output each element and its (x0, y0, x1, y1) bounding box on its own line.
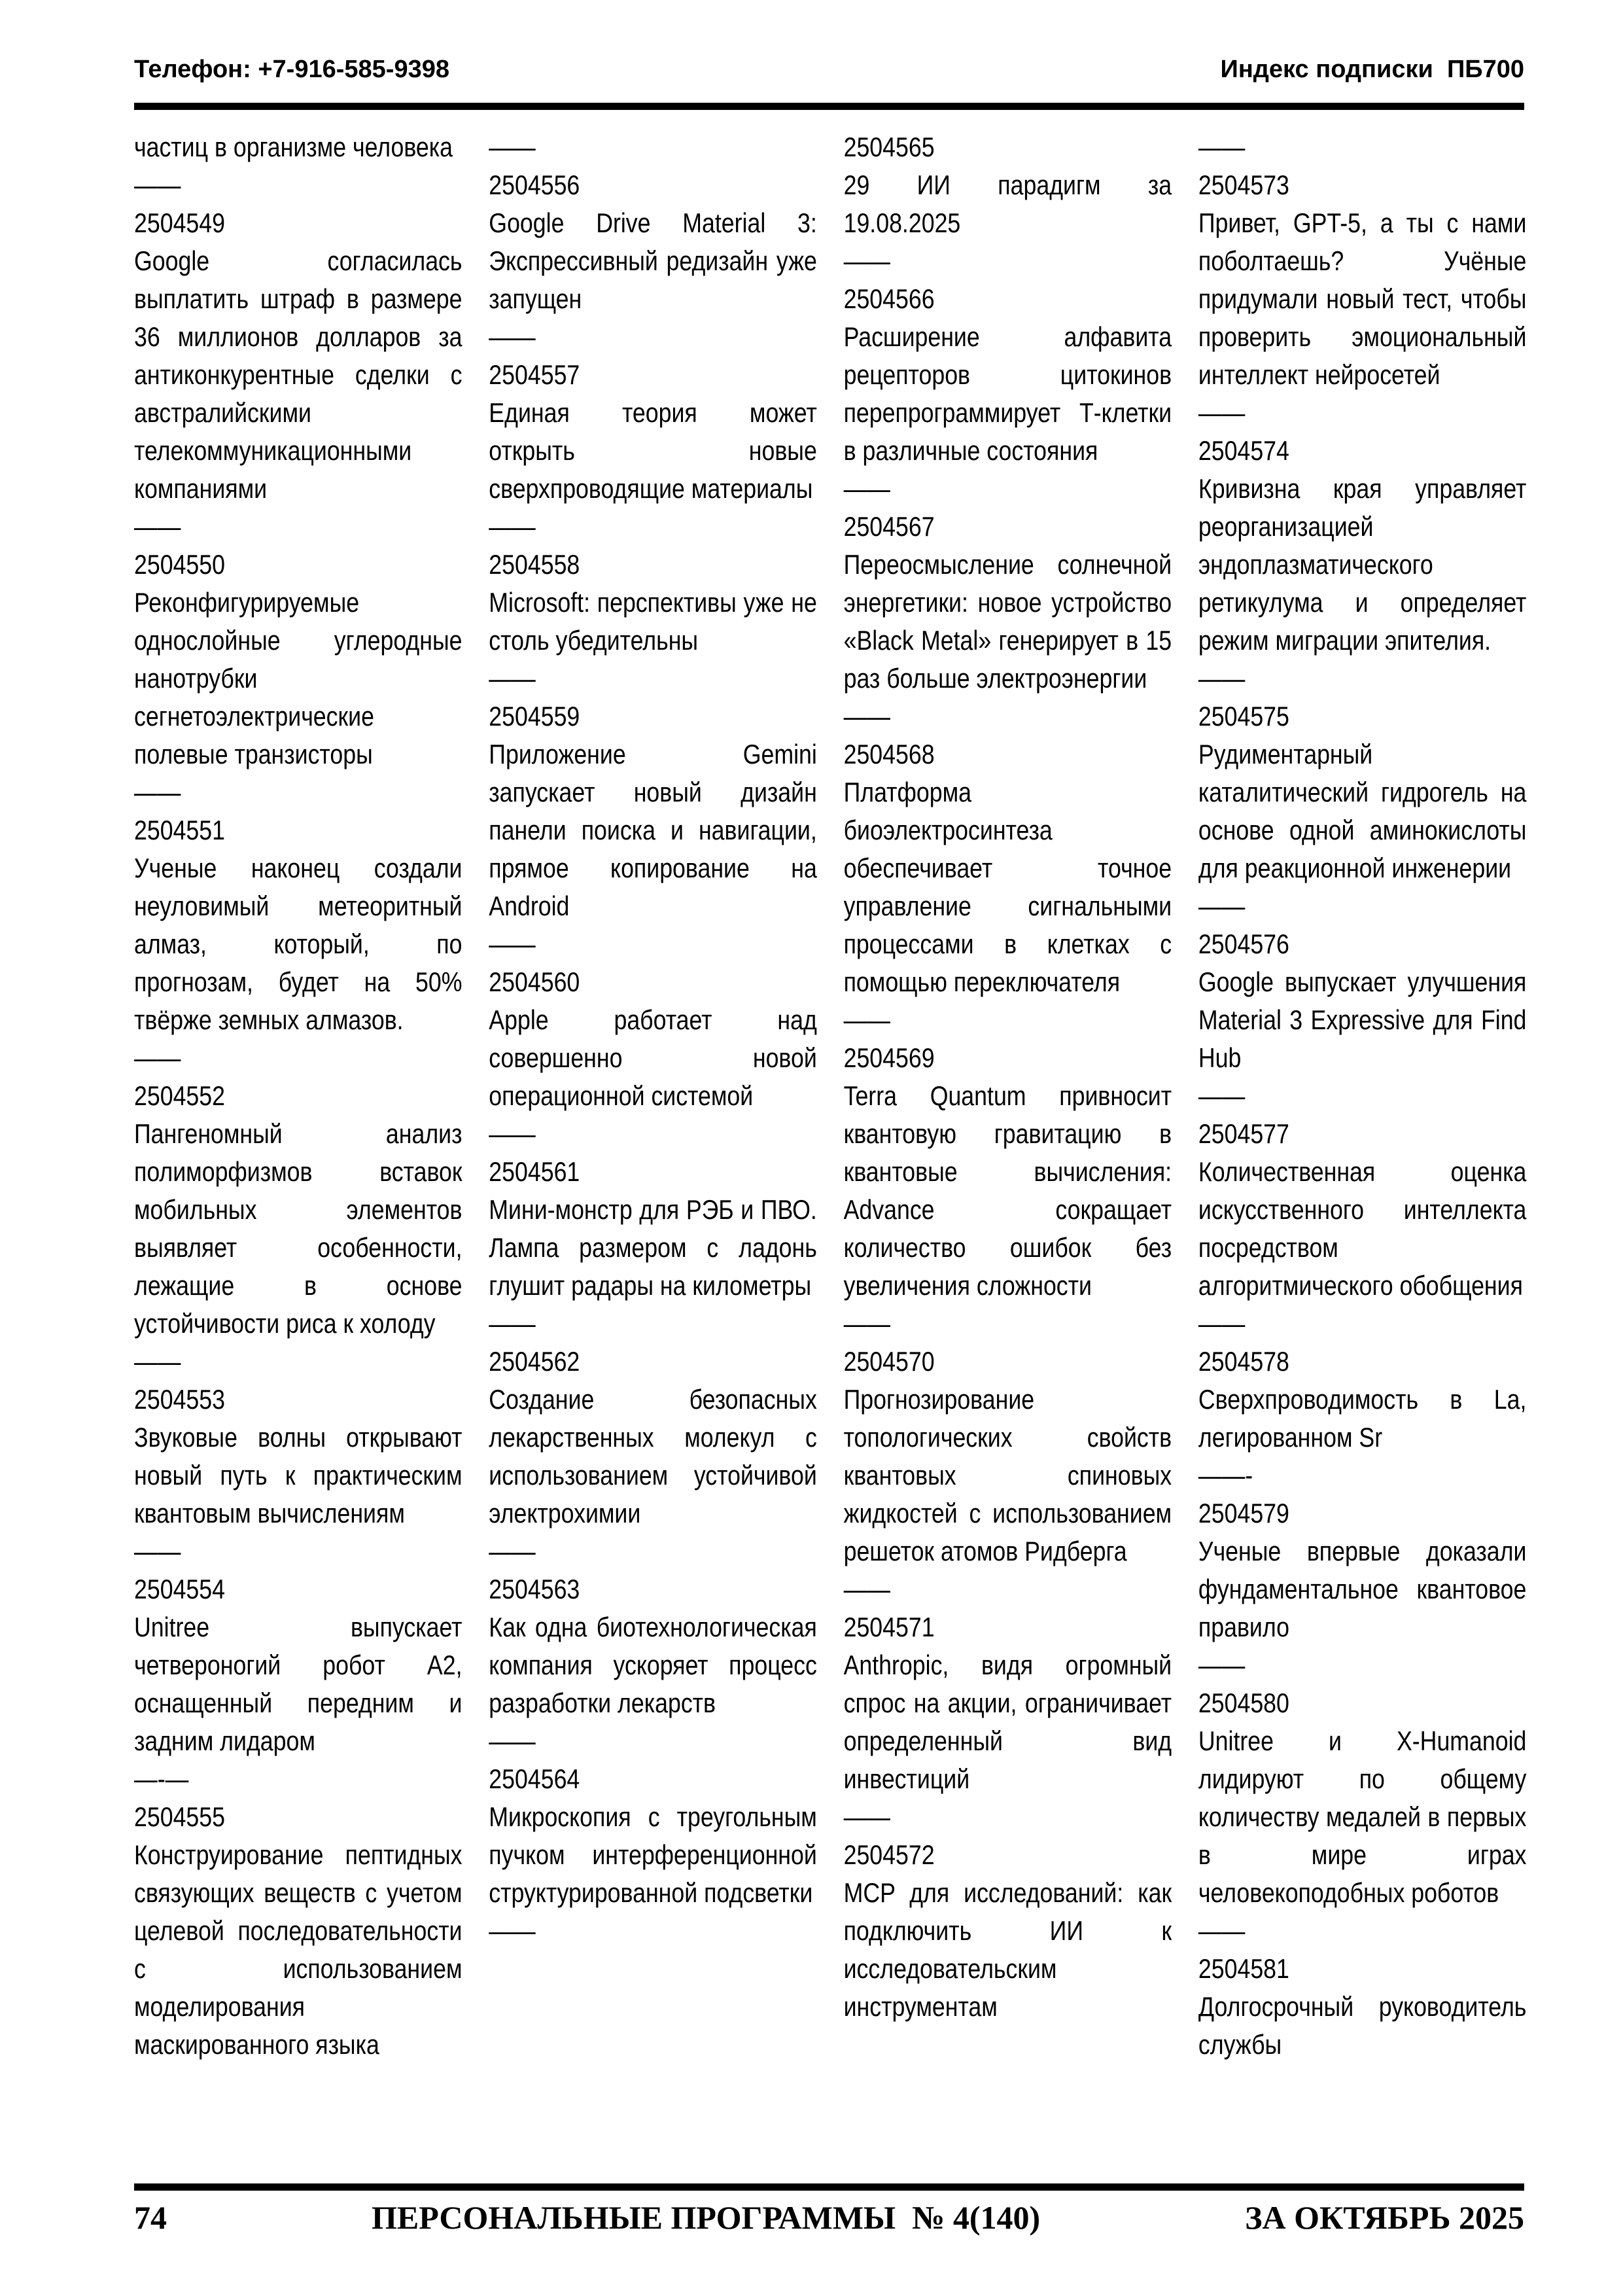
issue-period: ЗА ОКТЯБРЬ 2025 (1245, 2199, 1524, 2236)
separator: —— (1198, 132, 1246, 162)
entry-id: 2504560 (489, 966, 580, 997)
separator: —— (1198, 891, 1246, 921)
entry-title: Unitree выпускает четвероногий робот A2, оснащенный передним и задним лидаром (134, 1612, 462, 1756)
entry-id: 2504552 (134, 1080, 225, 1111)
entry-title: Ученые впервые доказали фундаментальное квантовое правило (1198, 1536, 1527, 1642)
entry-title: частиц в организме человека (134, 132, 453, 162)
entry-id: 2504572 (843, 1839, 935, 1870)
entry-id: 2504575 (1198, 701, 1289, 732)
separator: —— (134, 1346, 181, 1377)
entry-id: 2504558 (489, 549, 580, 580)
entry-title: Ученые наконец создали неуловимый метеоритный алмаз, который, по прогнозам, будет на 50% твёрже земных алмазов. (134, 853, 462, 1035)
entry-id: 2504568 (843, 739, 935, 769)
separator: —— (134, 511, 181, 542)
entry-title: Приложение Gemini запускает новый дизайн панели поиска и навигации, прямое копирование на Android (489, 739, 817, 921)
subscription-index-label: Индекс подписки ПБ700 (1220, 56, 1524, 83)
entry-id: 2504556 (489, 169, 580, 200)
entry-id: 2504557 (489, 359, 580, 390)
separator: —— (489, 928, 536, 959)
entry-id: 2504553 (134, 1384, 225, 1415)
separator: —— (489, 1536, 536, 1566)
entry-title: Прогнозирование топологических свойств квантовых спиновых жидкостей с использованием решеток атомов Ридберга (843, 1384, 1172, 1566)
entry-title: Привет, GPT-5, а ты с нами поболтаешь? Учёные придумали новый тест, чтобы проверить эмоциональный интеллект нейросетей (1198, 207, 1527, 390)
entry-title: Звуковые волны открывают новый путь к практическим квантовым вычислениям (134, 1422, 462, 1528)
page-footer (134, 2200, 1524, 2236)
separator: —— (1198, 397, 1246, 428)
entry-id: 2504551 (134, 815, 225, 845)
entry-id: 2504561 (489, 1156, 580, 1187)
separator: —— (489, 511, 536, 542)
entry-title: Unitree и X-Humanoid лидируют по общему количеству медалей в первых в мире играх человекоподобных роботов (1198, 1725, 1527, 1908)
separator: —— (843, 701, 890, 732)
entry-title: MCP для исследований: как подключить ИИ к исследовательским инструментам (843, 1877, 1172, 2022)
entry-title: 29 ИИ парадигм за 19.08.2025 (843, 169, 1172, 238)
separator: —— (1198, 1650, 1246, 1680)
entry-id: 2504550 (134, 549, 225, 580)
entry-title: Microsoft: перспективы уже не столь убедительны (489, 587, 817, 656)
footer-rule (134, 2183, 1524, 2191)
column-1 (134, 128, 462, 2064)
separator: —— (489, 321, 536, 352)
separator: —— (1198, 1308, 1246, 1339)
separator: —— (489, 132, 536, 162)
page-header (134, 56, 1524, 84)
separator: —— (843, 473, 890, 504)
column-2 (489, 128, 817, 2064)
entry-id: 2504549 (134, 207, 225, 238)
entry-title: Переосмысление солнечной энергетики: новое устройство «Black Metal» генерирует в 15 раз больше электроэнергии (843, 549, 1172, 694)
entry-id: 2504567 (843, 511, 935, 542)
phone-label: Телефон: +7-916-585-9398 (134, 56, 449, 83)
header-rule (134, 103, 1524, 110)
separator: —— (134, 1536, 181, 1566)
separator: —— (489, 1915, 536, 1946)
entry-id: 2504581 (1198, 1953, 1289, 1984)
entry-title: Сверхпроводимость в La, легированном Sr (1198, 1384, 1527, 1453)
entry-title: Кривизна края управляет реорганизацией эндоплазматического ретикулума и определяет режим миграции эпителия. (1198, 473, 1527, 656)
separator: —— (489, 1118, 536, 1149)
separator: —— (134, 777, 181, 807)
entry-id: 2504579 (1198, 1498, 1289, 1528)
separator: —— (843, 1308, 890, 1339)
entry-id: 2504571 (843, 1612, 935, 1642)
page-number: 74 (134, 2199, 167, 2236)
entry-title: Расширение алфавита рецепторов цитокинов перепрограммирует Т-клетки в различные состояния (843, 321, 1172, 466)
entry-title: Google согласилась выплатить штраф в размере 36 миллионов долларов за антиконкурентные сделки с австралийскими телекоммуникационными компаниями (134, 245, 462, 504)
entry-title: Создание безопасных лекарственных молекул с использованием устойчивой электрохимии (489, 1384, 817, 1528)
entry-id: 2504559 (489, 701, 580, 732)
entry-id: 2504576 (1198, 928, 1289, 959)
entry-title: Anthropic, видя огромный спрос на акции, ограничивает определенный вид инвестиций (843, 1650, 1172, 1794)
separator: —— (134, 169, 181, 200)
entry-title: Платформа биоэлектросинтеза обеспечивает точное управление сигнальными процессами в клетках с помощью переключателя (843, 777, 1172, 997)
entry-title: Пангеномный анализ полиморфизмов вставок мобильных элементов выявляет особенности, лежащие в основе устойчивости риса к холоду (134, 1118, 462, 1339)
separator: —— (489, 1308, 536, 1339)
entry-title: Apple работает над совершенно новой операционной системой (489, 1004, 817, 1111)
entry-id: 2504564 (489, 1763, 580, 1794)
separator: —— (489, 663, 536, 694)
entry-title: Рудиментарный каталитический гидрогель на основе одной аминокислоты для реакционной инженерии (1198, 739, 1527, 883)
entry-id: 2504565 (843, 132, 935, 162)
entry-title: Как одна биотехнологическая компания ускоряет процесс разработки лекарств (489, 1612, 817, 1718)
entry-id: 2504577 (1198, 1118, 1289, 1149)
entry-id: 2504569 (843, 1042, 935, 1073)
entry-title: Количественная оценка искусственного интеллекта посредством алгоритмического обобщения (1198, 1156, 1527, 1301)
entry-id: 2504578 (1198, 1346, 1289, 1377)
entry-id: 2504580 (1198, 1687, 1289, 1718)
separator: —— (1198, 1080, 1246, 1111)
entry-id: 2504566 (843, 283, 935, 314)
column-4 (1198, 128, 1527, 2064)
entry-title: Google Drive Material 3: Экспрессивный редизайн уже запущен (489, 207, 817, 314)
entry-id: 2504554 (134, 1574, 225, 1604)
separator: ——- (1198, 1460, 1253, 1491)
separator: —— (134, 1042, 181, 1073)
separator: —— (1198, 663, 1246, 694)
entry-title: Terra Quantum привносит квантовую гравитацию в квантовые вычисления: Advance сокращает количество ошибок без увеличения сложности (843, 1080, 1172, 1301)
entry-title: Конструирование пептидных связующих веществ с учетом целевой последовательности с использованием моделирования маскированного языка (134, 1839, 462, 2060)
separator: —— (843, 1004, 890, 1035)
entry-id: 2504562 (489, 1346, 580, 1377)
entry-title: Долгосрочный руководитель службы (1198, 1991, 1527, 2060)
entry-title: Мини-монстр для РЭБ и ПВО. Лампа размером с ладонь глушит радары на километры (489, 1194, 817, 1301)
entry-id: 2504555 (134, 1801, 225, 1832)
separator: —-— (134, 1763, 189, 1794)
separator: —— (843, 1574, 890, 1604)
entry-title: Google выпускает улучшения Material 3 Expressive для Find Hub (1198, 966, 1527, 1073)
entry-title: Микроскопия с треугольным пучком интерференционной структурированной подсветки (489, 1801, 817, 1908)
separator: —— (1198, 1915, 1246, 1946)
article-columns (134, 128, 1526, 2064)
entry-id: 2504570 (843, 1346, 935, 1377)
entry-title: Единая теория может открыть новые сверхпроводящие материалы (489, 397, 817, 504)
column-3 (844, 128, 1172, 2064)
separator: —— (489, 1725, 536, 1756)
entry-id: 2504573 (1198, 169, 1289, 200)
separator: —— (843, 1801, 890, 1832)
entry-id: 2504563 (489, 1574, 580, 1604)
journal-title: ПЕРСОНАЛЬНЫЕ ПРОГРАММЫ № 4(140) (371, 2199, 1041, 2236)
entry-title: Реконфигурируемые однослойные углеродные нанотрубки сегнетоэлектрические полевые транзисторы (134, 587, 462, 769)
separator: —— (843, 245, 890, 276)
entry-id: 2504574 (1198, 435, 1289, 466)
